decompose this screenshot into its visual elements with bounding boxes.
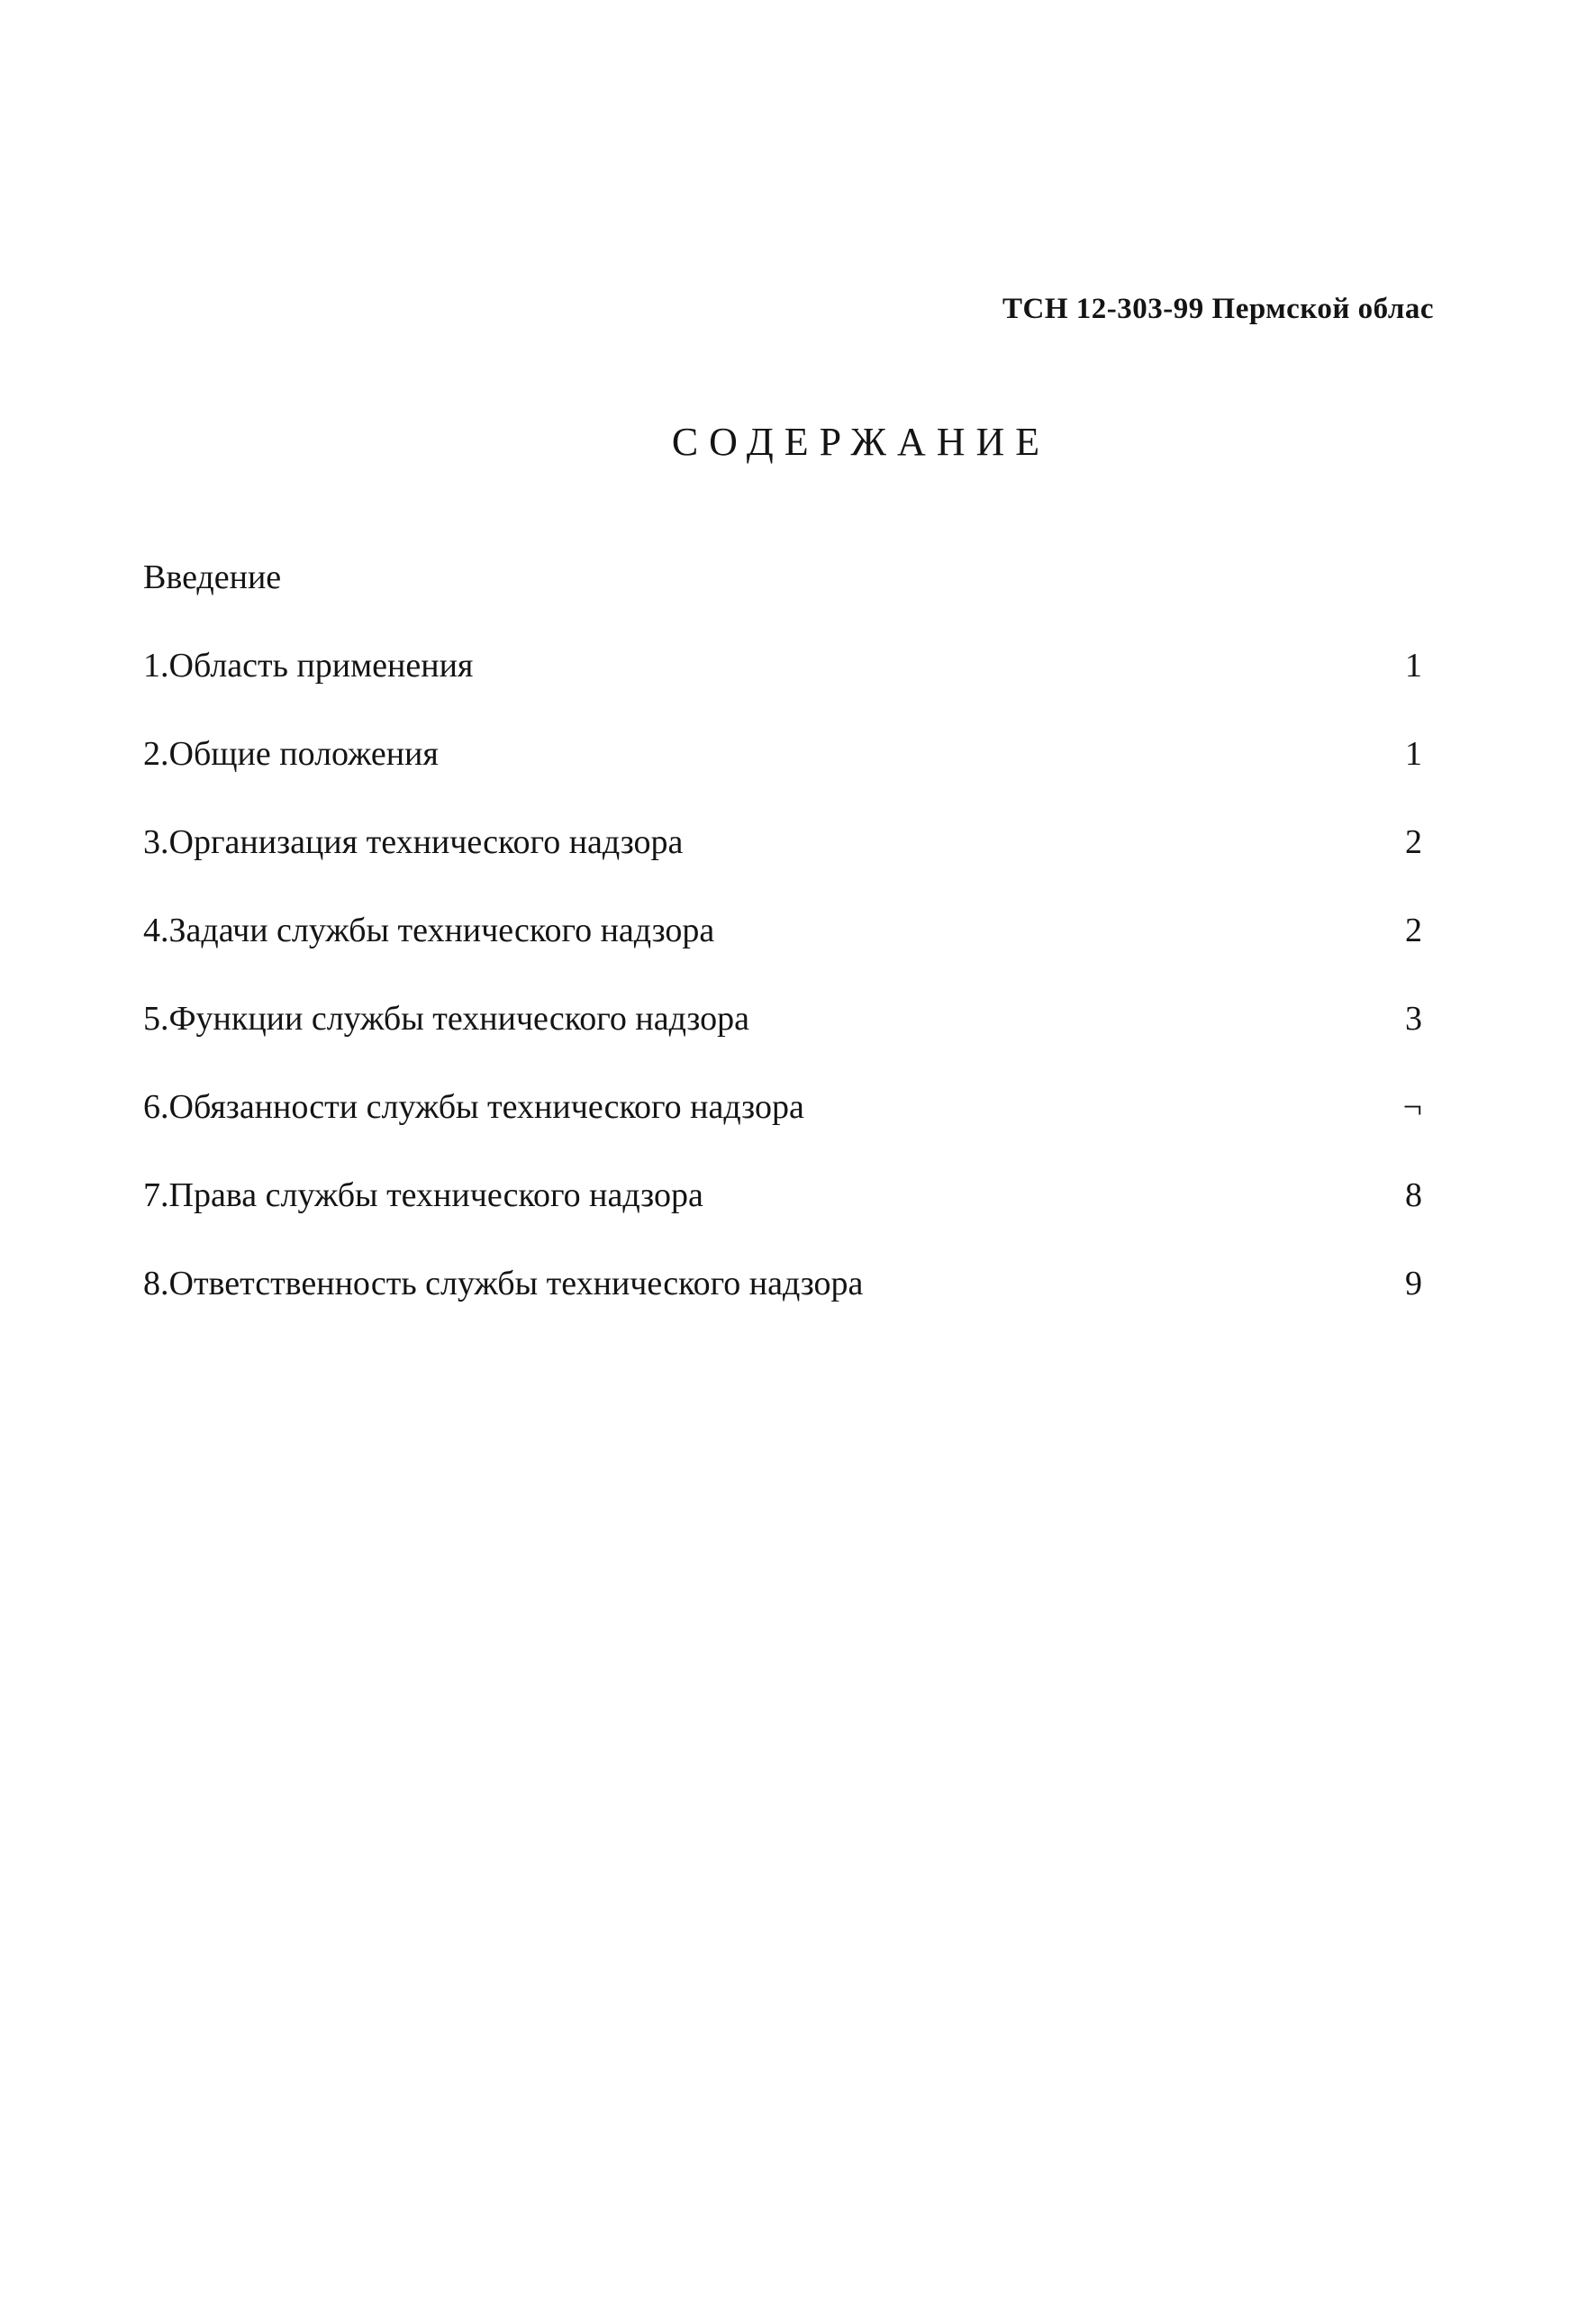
toc-entry-page: 3 (1405, 1000, 1422, 1038)
toc-entry-4 (143, 904, 1422, 993)
toc-entry-label: 7.Права службы технического надзора (143, 1176, 703, 1214)
toc-entry-page: 2 (1405, 912, 1422, 949)
toc-entry-label: 1.Область применения (143, 647, 474, 685)
toc-entry-label: 2.Общие положения (143, 735, 439, 773)
toc-entry-label: 4.Задачи службы технического надзора (143, 912, 715, 949)
document-header: ТСН 12-303-99 Пермской облас (1002, 293, 1434, 325)
table-of-contents (143, 551, 1422, 1346)
toc-entry-label: Введение (143, 558, 282, 596)
toc-entry-5 (143, 993, 1422, 1081)
toc-entry-label: 6.Обязанности службы технического надзора (143, 1088, 804, 1126)
toc-entry-label: 3.Организация технического надзора (143, 823, 684, 861)
toc-entry-page: ¬ (1402, 1088, 1422, 1126)
toc-entry-page: 1 (1405, 735, 1422, 773)
toc-entry-label: 5.Функции службы технического надзора (143, 1000, 750, 1038)
toc-entry-8 (143, 1257, 1422, 1346)
toc-entry-6 (143, 1081, 1422, 1169)
toc-entry-introduction (143, 551, 1422, 640)
toc-entry-3 (143, 816, 1422, 904)
toc-entry-2 (143, 728, 1422, 816)
toc-entry-1 (143, 640, 1422, 728)
toc-entry-label: 8.Ответственность службы технического надзора (143, 1265, 864, 1302)
toc-entry-page: 8 (1405, 1176, 1422, 1214)
toc-entry-7 (143, 1169, 1422, 1257)
toc-entry-page: 2 (1405, 823, 1422, 861)
toc-title: СОДЕРЖАНИЕ (671, 420, 1051, 464)
toc-entry-page: 9 (1405, 1265, 1422, 1302)
toc-entry-page: 1 (1405, 647, 1422, 685)
